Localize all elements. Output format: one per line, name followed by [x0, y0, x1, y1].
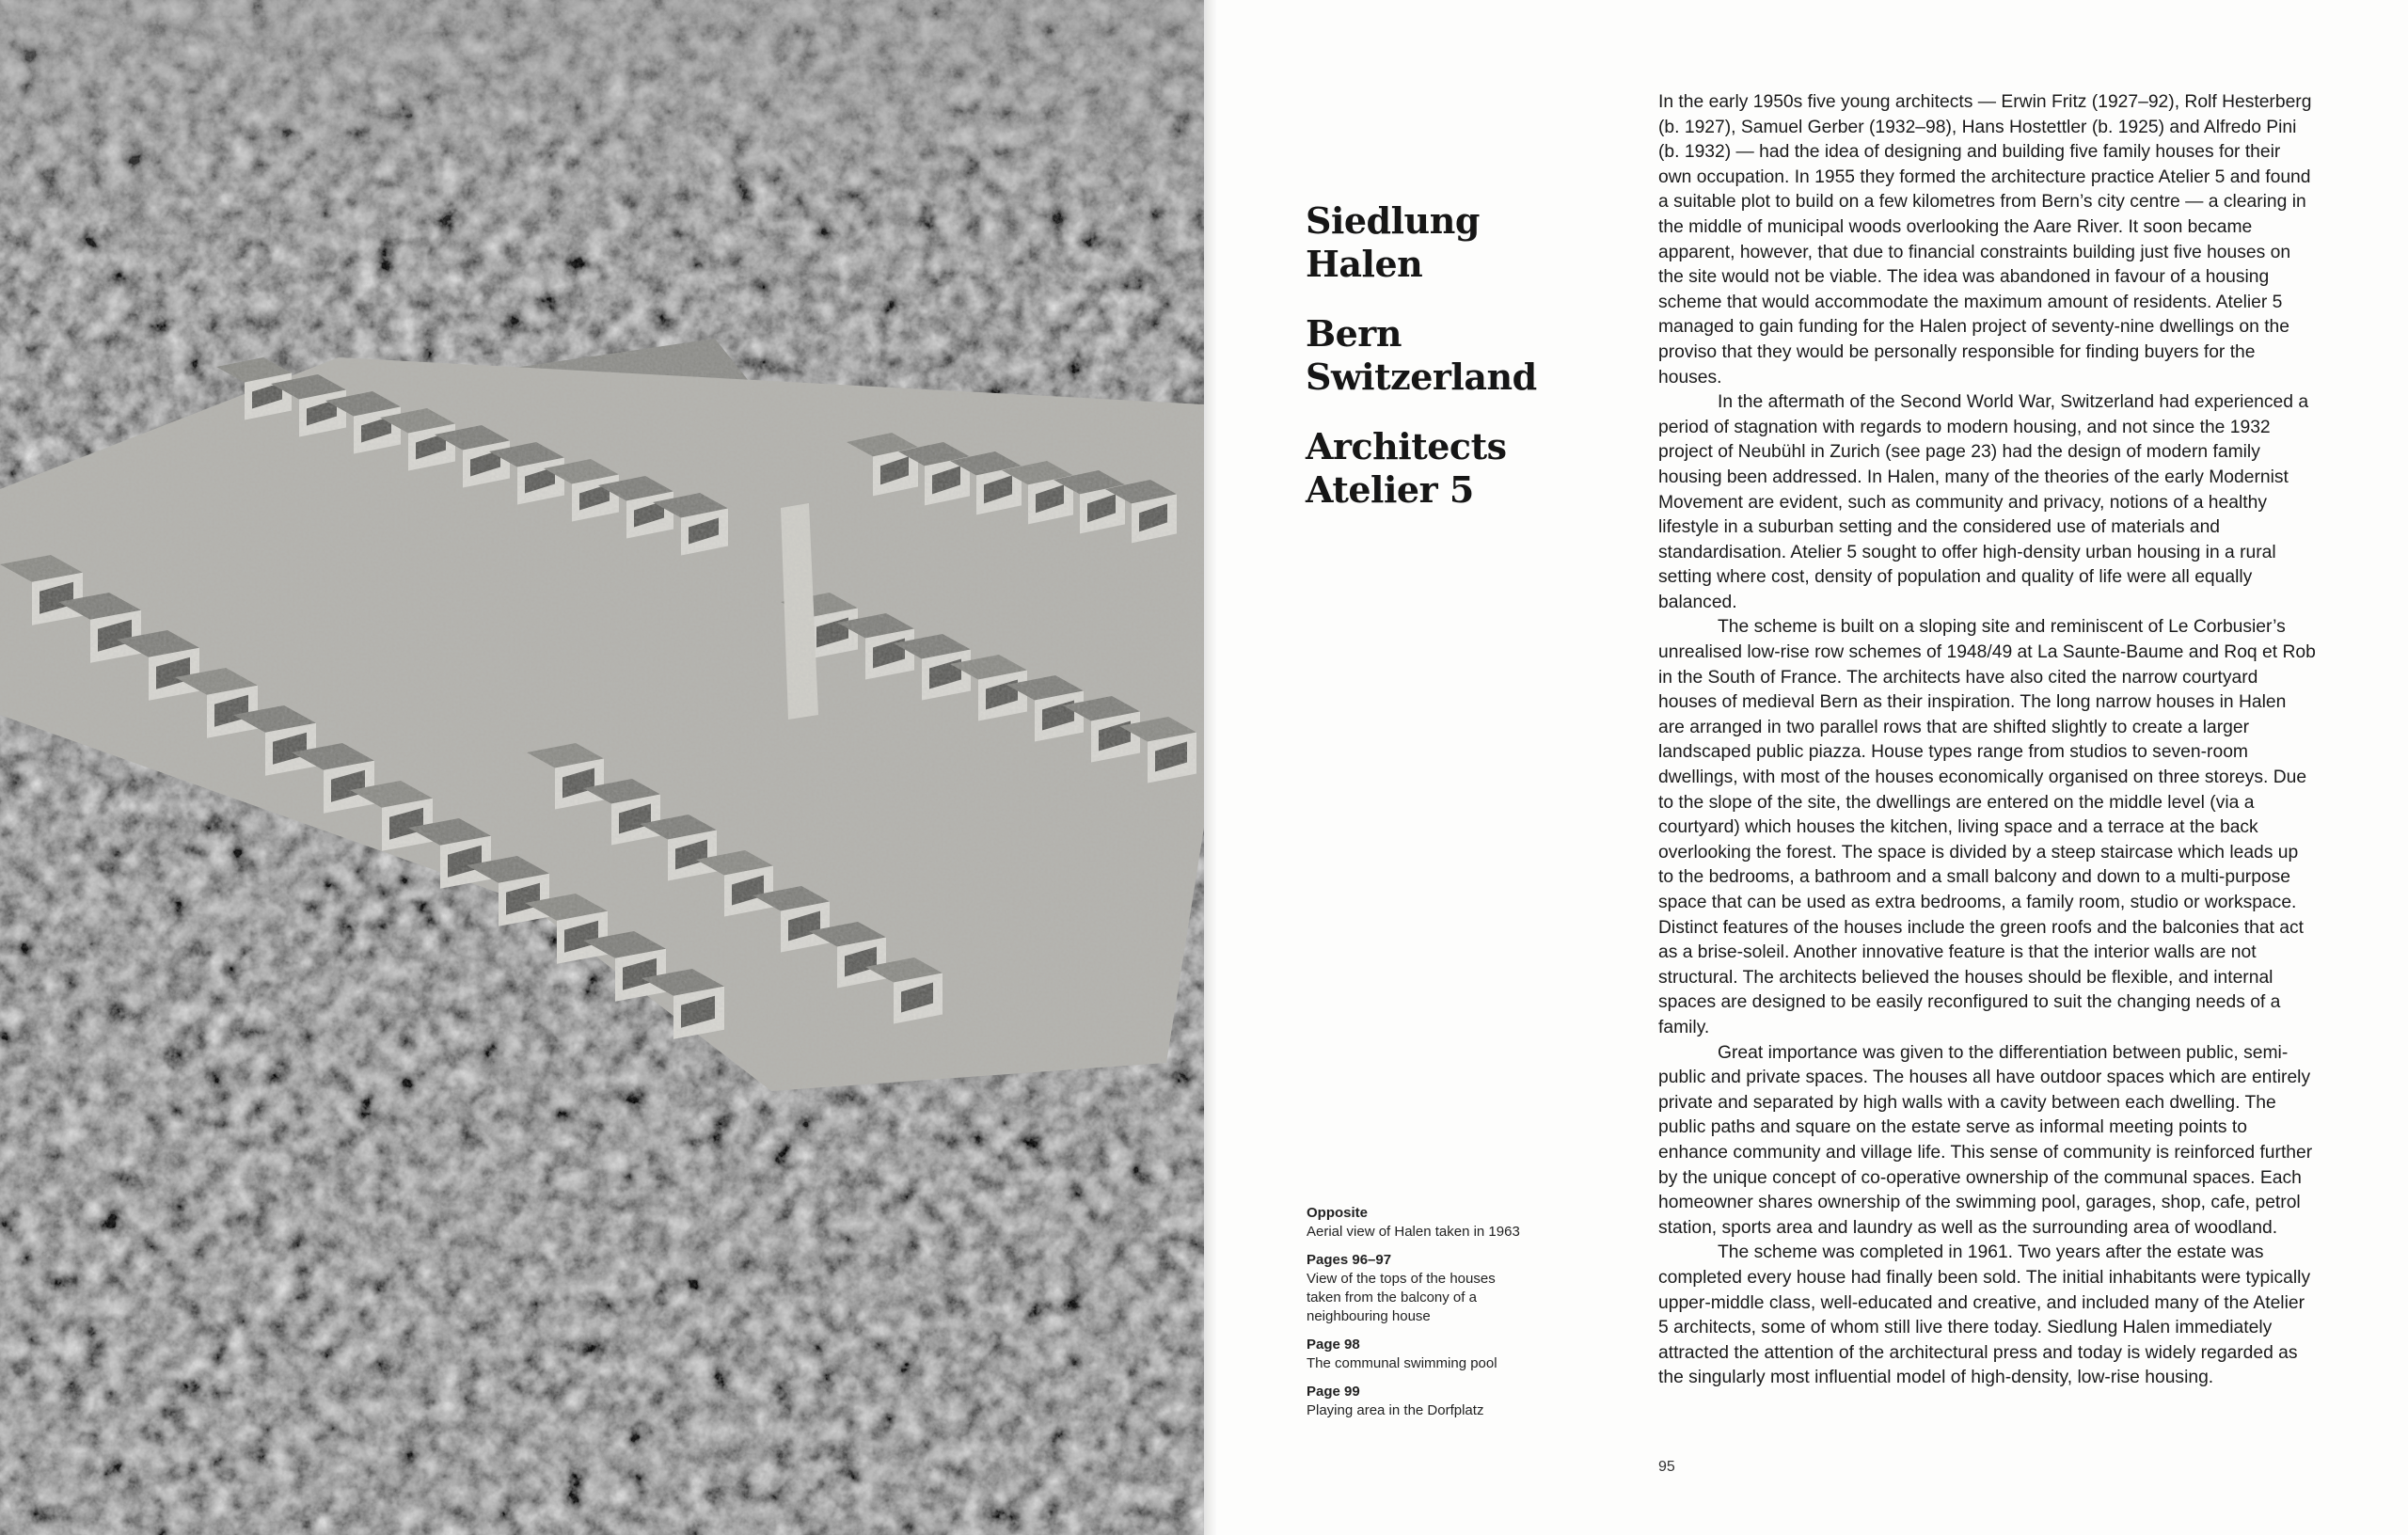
caption-text: Aerial view of Halen taken in 1963	[1307, 1224, 1520, 1240]
body-text	[1658, 90, 2317, 1391]
page-gutter-shadow	[1204, 0, 1217, 1535]
architects-line: Atelier 5	[1306, 468, 1474, 511]
location-line: Bern	[1306, 312, 1402, 355]
project-architects	[1306, 425, 1616, 512]
caption-heading: Page 99	[1307, 1384, 1360, 1400]
body-paragraph: In the aftermath of the Second World War, Switzerland had experienced a period of stagnation with regards to modern housing, and not since the 1932 project of Neubühl in Zurich (see page 23) had the design of modern family housing been addressed. In Halen, many of the theories of the early Modernist Movement are evident, such as community and privacy, notions of a healthy lifestyle in a suburban setting and the considered use of materials and standardisation. Atelier 5 sought to offer high-density urban housing in a rural setting where cost, density of population and quality of life were all equally balanced.	[1658, 392, 2309, 612]
caption	[1307, 1383, 1532, 1420]
photo-captions	[1307, 1204, 1532, 1430]
body-paragraph: The scheme was completed in 1961. Two years after the estate was completed every house had finally been sold. The initial inhabitants were typically upper-middle class, well-educated and creative, and included many of the Atelier 5 architects, some of whom still live there today. Siedlung Halen immediately attracted the attention of the architectural press and today is widely regarded as the singularly most influential model of high-density, low-rise housing.	[1658, 1242, 2311, 1388]
caption	[1307, 1251, 1532, 1326]
caption-text: Playing area in the Dorfplatz	[1307, 1402, 1484, 1418]
caption-heading: Page 98	[1307, 1337, 1360, 1353]
project-name	[1306, 199, 1616, 286]
caption-heading: Opposite	[1307, 1205, 1369, 1221]
project-location	[1306, 312, 1616, 399]
project-name-line: Siedlung	[1306, 199, 1480, 242]
location-line: Switzerland	[1306, 356, 1537, 398]
caption-text: View of the tops of the houses taken from the balcony of a neighbouring house	[1307, 1271, 1496, 1324]
caption-heading: Pages 96–97	[1307, 1252, 1392, 1268]
caption	[1307, 1204, 1532, 1242]
project-name-line: Halen	[1306, 243, 1423, 285]
architects-line: Architects	[1306, 425, 1507, 467]
body-paragraph: In the early 1950s five young architects — Erwin Fritz (1927–92), Rolf Hesterberg (b. 1927), Samuel Gerber (1932–98), Hans Hostettler (b. 1925) and Alfredo Pini (b. 1932) — had the idea of designing and building five family houses for their own occupation. In 1955 they formed the architecture practice Atelier 5 and found a suitable plot to build on a few kilometres from Bern’s city centre — a clearing in the middle of municipal woods overlooking the Aare River. It soon became apparent, however, that due to financial constraints building just five houses on the site would not be viable. The idea was abandoned in favour of a housing scheme that would accommodate the maximum amount of residents. Atelier 5 managed to gain funding for the Halen project of seventy-nine dwellings on the proviso that they would be personally responsible for finding buyers for the houses.	[1658, 92, 2312, 388]
caption-text: The communal swimming pool	[1307, 1355, 1497, 1371]
body-paragraph: The scheme is built on a sloping site and reminiscent of Le Corbusier’s unrealised low-rise row schemes of 1948/49 at La Saunte-Baume and Roq et Rob in the South of France. The architects have also cited the narrow courtyard houses of medieval Bern as their inspiration. The long narrow houses in Halen are arranged in two parallel rows that are shifted slightly to create a larger landscaped public piazza. House types range from studios to seven-room dwellings, with most of the houses economically organised on three storeys. Due to the slope of the site, the dwellings are entered on the middle level (via a courtyard) which houses the kitchen, living space and a terrace at the back overlooking the forest. The space is divided by a steep staircase which leads up to the bedrooms, a bathroom and a small balcony and down to a multi-purpose space that can be used as extra bedrooms, a family room, studio or workspace. Distinct features of the houses include the green roofs and the balconies that act as a brise-soleil. Another innovative feature is that the interior walls are not structural. The architects believed the houses should be flexible, and internal spaces are designed to be easily reconfigured to suit the changing needs of a family.	[1658, 617, 2316, 1037]
project-title-block	[1306, 199, 1616, 538]
body-paragraph: Great importance was given to the differentiation between public, semi-public and private spaces. The houses all have outdoor spaces which are entirely private and separated by high walls with a cavity between each dwelling. The public paths and square on the estate serve as informal meeting points to enhance community and village life. This sense of community is reinforced further by the unique concept of co-operative ownership of the communal spaces. Each homeowner shares ownership of the swimming pool, garages, shop, cafe, petrol station, sports area and laundry as well as the surrounding area of woodland.	[1658, 1042, 2313, 1238]
page-number: 95	[1658, 1459, 1675, 1475]
caption	[1307, 1336, 1532, 1373]
